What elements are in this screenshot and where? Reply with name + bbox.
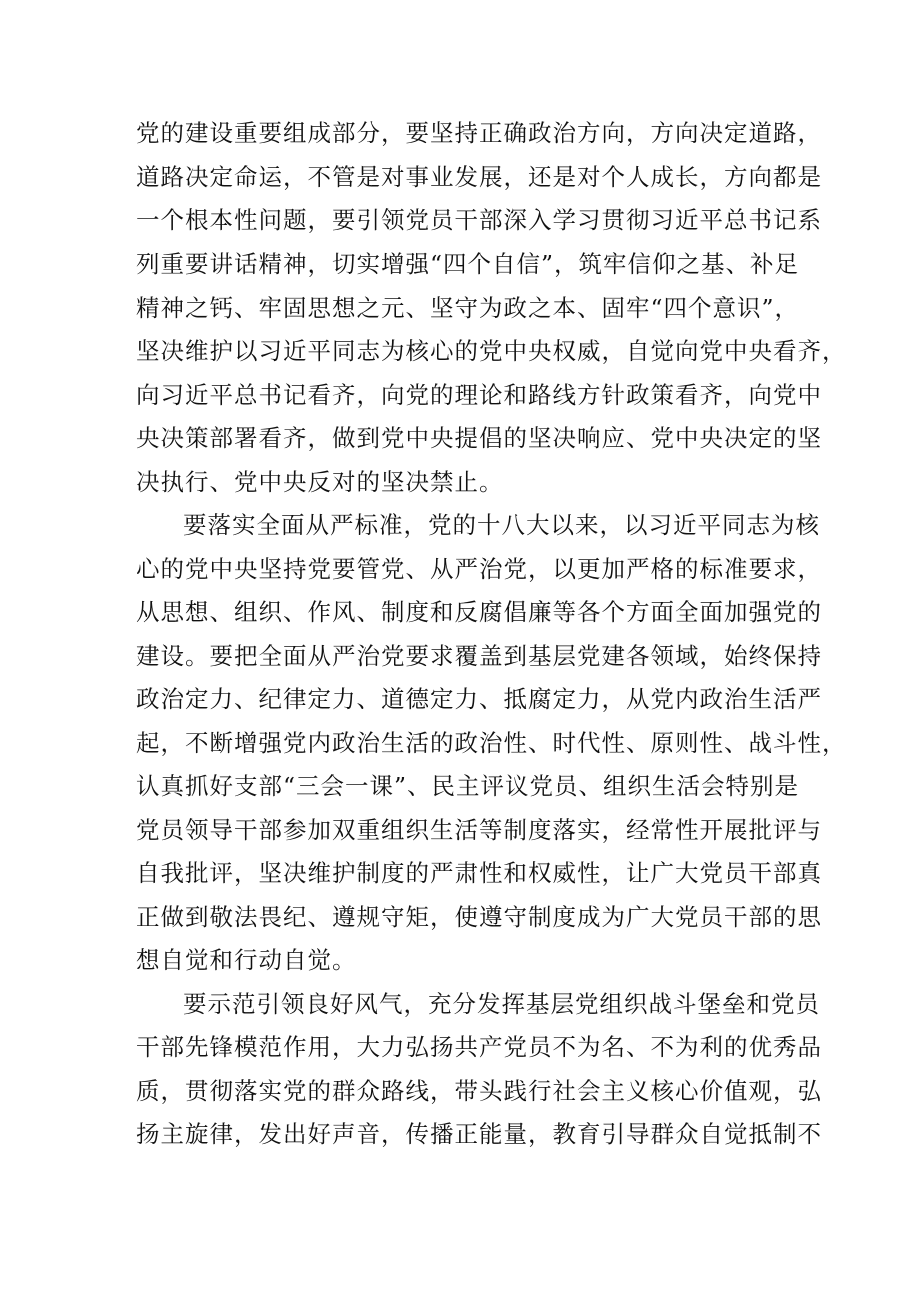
text-line-11: 心的党中央坚持党要管党、从严治党，以更加严格的标准要求，: [136, 555, 822, 583]
text-line-21: 要示范引领良好风气，充分发挥基层党组织战斗堡垒和党员: [183, 990, 820, 1018]
text-line-8: 央决策部署看齐，做到党中央提倡的坚决响应、党中央决定的坚: [136, 424, 822, 452]
text-line-20: 想自觉和行动自觉。: [136, 946, 357, 974]
text-line-22: 干部先锋模范作用，大力弘扬共产党员不为名、不为利的优秀品: [136, 1033, 822, 1061]
text-line-14: 政治定力、纪律定力、道德定力、抵腐定力，从党内政治生活严: [136, 685, 822, 713]
text-line-17: 党员领导干部参加双重组织生活等制度落实，经常性开展批评与: [136, 816, 822, 844]
text-line-1: 党的建设重要组成部分，要坚持正确政治方向，方向决定道路，: [136, 119, 822, 147]
text-line-15: 起，不断增强党内政治生活的政治性、时代性、原则性、战斗性，: [136, 729, 847, 757]
text-line-13: 建设。要把全面从严治党要求覆盖到基层党建各领域，始终保持: [136, 642, 822, 670]
text-line-16: 认真抓好支部“三会一课”、民主评议党员、组织生活会特别是: [136, 772, 800, 800]
text-line-5: 精神之钙、牢固思想之元、坚守为政之本、固牢“四个意识”，: [136, 294, 800, 322]
text-line-18: 自我批评，坚决维护制度的严肃性和权威性，让广大党员干部真: [136, 859, 822, 887]
text-line-2: 道路决定命运，不管是对事业发展，还是对个人成长，方向都是: [136, 163, 822, 191]
text-line-24: 扬主旋律，发出好声音，传播正能量，教育引导群众自觉抵制不: [136, 1120, 822, 1148]
text-line-3: 一个根本性问题，要引领党员干部深入学习贯彻习近平总书记系: [136, 206, 822, 234]
text-line-19: 正做到敬法畏纪、遵规守矩，使遵守制度成为广大党员干部的思: [136, 903, 822, 931]
text-line-9: 决执行、党中央反对的坚决禁止。: [136, 468, 504, 496]
text-line-12: 从思想、组织、作风、制度和反腐倡廉等各个方面全面加强党的: [136, 598, 822, 626]
text-line-10: 要落实全面从严标准，党的十八大以来，以习近平同志为核: [183, 511, 820, 539]
text-line-7: 向习近平总书记看齐，向党的理论和路线方针政策看齐，向党中: [136, 381, 822, 409]
text-line-4: 列重要讲话精神，切实增强“四个自信”，筑牢信仰之基、补足: [136, 250, 800, 278]
text-line-6: 坚决维护以习近平同志为核心的党中央权威，自觉向党中央看齐，: [136, 337, 847, 365]
text-line-23: 质，贯彻落实党的群众路线，带头践行社会主义核心价值观，弘: [136, 1077, 822, 1105]
